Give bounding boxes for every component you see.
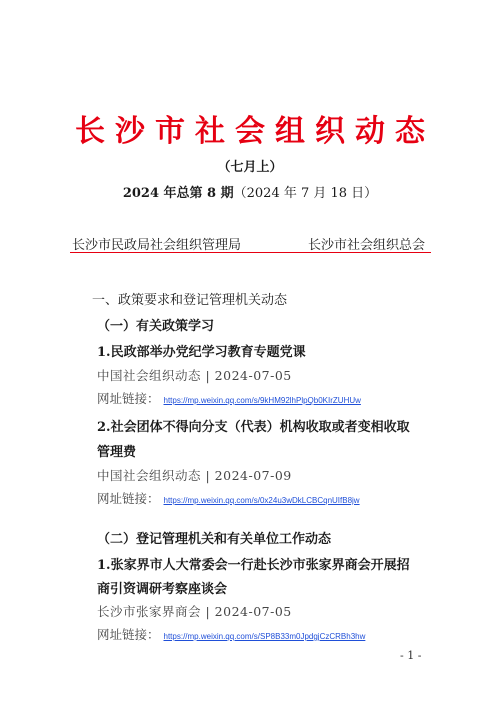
article-title-3-line2: 商引资调研考察座谈会 [97, 582, 228, 597]
article-link-row-3 [97, 625, 365, 643]
article-source-3: 长沙市张家界商会 | 2024-07-05 [97, 604, 292, 619]
article-link-2[interactable]: https://mp.weixin.qq.com/s/0x24u3wDkLCBCqnUIfB8jw [163, 496, 360, 505]
article-source-2: 中国社会组织动态 | 2024-07-09 [97, 468, 292, 483]
article-link-3[interactable]: https://mp.weixin.qq.com/s/SP8B33m0JpdgjCzCRBh3hw [163, 632, 366, 641]
link-label: 网址链接： [97, 627, 160, 642]
red-divider [70, 252, 431, 253]
issue-line [0, 182, 500, 201]
link-label: 网址链接： [97, 491, 160, 506]
document-title: 长沙市社会组织动态 [75, 114, 435, 149]
page-number: - 1 - [400, 649, 422, 662]
section-heading: 一、政策要求和登记管理机关动态 [92, 293, 288, 308]
article-link-row-2 [97, 489, 360, 507]
article-title-1: 1.民政部举办党纪学习教育专题党课 [97, 345, 306, 360]
article-link-1[interactable]: https://mp.weixin.qq.com/s/9kHM92lhPlpQb0KIrZUHUw [163, 396, 361, 405]
article-title-2-line1: 2.社会团体不得向分支（代表）机构收取或者变相收取 [97, 420, 410, 435]
subsection-heading-2: （二）登记管理机关和有关单位工作动态 [97, 532, 332, 547]
article-title-2-line2: 管理费 [97, 445, 137, 460]
article-link-row-1 [97, 389, 361, 407]
org-right: 长沙市社会组织总会 [308, 238, 426, 253]
period-label: （七月上） [217, 160, 283, 175]
link-label: 网址链接： [97, 391, 160, 406]
org-left: 长沙市民政局社会组织管理局 [72, 238, 242, 253]
article-title-3-line1: 1.张家界市人大常委会一行赴长沙市张家界商会开展招 [97, 558, 410, 573]
issue-number: 2024 年总第 8 期 [122, 186, 234, 201]
issue-date: （2024 年 7 月 18 日） [233, 186, 378, 201]
article-source-1: 中国社会组织动态 | 2024-07-05 [97, 368, 292, 383]
subsection-heading-1: （一）有关政策学习 [97, 319, 215, 334]
